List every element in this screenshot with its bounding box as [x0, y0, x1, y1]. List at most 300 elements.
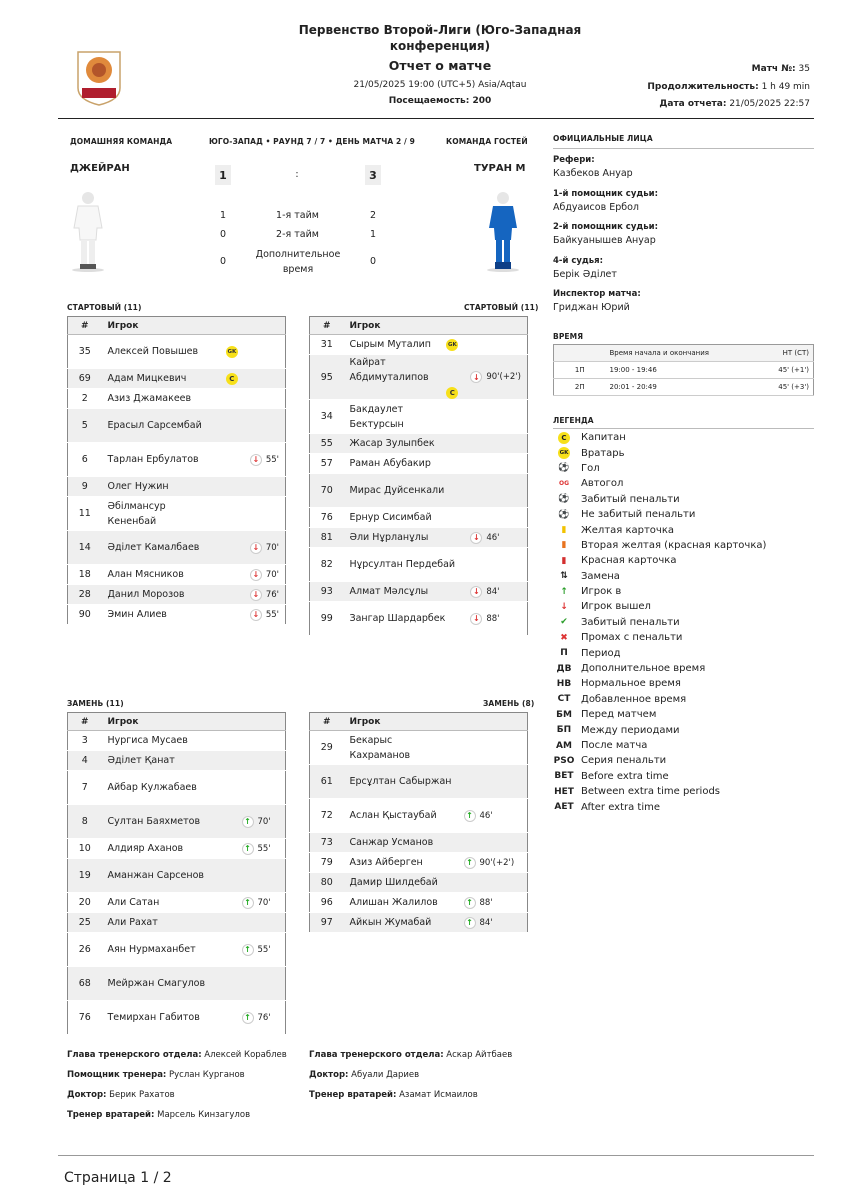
official-entry	[553, 189, 814, 223]
legend-item	[553, 630, 814, 645]
table-row	[68, 805, 286, 839]
player-event	[464, 582, 527, 602]
player-number: 19	[68, 859, 102, 893]
player-name: Аслан Қыстаубай	[349, 810, 437, 821]
staff-name: Аскар Айтбаев	[446, 1050, 513, 1060]
legend-item	[553, 722, 814, 737]
away-kit-icon	[485, 190, 521, 276]
player-number: 76	[68, 1001, 102, 1035]
event-minute: 88'	[486, 613, 500, 624]
player-cell	[102, 585, 244, 605]
col-player: Игрок	[344, 317, 465, 335]
time-period: 1П	[554, 362, 606, 379]
player-event	[236, 751, 286, 771]
player-number: 7	[68, 771, 102, 805]
event-minute: 55'	[257, 843, 271, 854]
player-cell	[102, 443, 244, 477]
player-cell	[344, 873, 458, 893]
event-minute: 55'	[257, 944, 271, 955]
player-cell	[102, 477, 244, 497]
home-staff	[67, 1050, 287, 1130]
extra-label: Дополнительное время	[255, 249, 341, 275]
legend-label: Игрок вышел	[581, 601, 651, 613]
player-name: Ернур Сисимбай	[349, 512, 432, 523]
player-event	[236, 913, 286, 933]
goalkeeper-icon: GK	[446, 339, 458, 351]
player-name: Алексей Повышев	[107, 346, 199, 357]
extra-time-abbr: ДВ	[556, 663, 572, 674]
player-event	[464, 548, 527, 582]
event-minute: 76'	[257, 1012, 271, 1023]
player-name: Зангар Шардарбек	[349, 613, 446, 624]
staff-name: Руслан Курганов	[169, 1070, 245, 1080]
table-row	[310, 833, 528, 853]
legend-item	[553, 692, 814, 707]
player-name: Аманжан Сарсенов	[107, 870, 204, 881]
player-cell	[344, 355, 465, 400]
table-row	[310, 602, 528, 636]
official-entry	[553, 256, 814, 290]
player-cell	[344, 454, 465, 474]
player-cell	[344, 833, 458, 853]
event-minute: 70'	[257, 897, 271, 908]
legend-item	[553, 599, 814, 614]
player-event	[458, 765, 528, 799]
player-cell	[344, 765, 458, 799]
player-name: Жасар Зулыпбек	[349, 438, 435, 449]
player-cell	[344, 434, 465, 454]
time-period: 2П	[554, 379, 606, 396]
player-cell	[102, 497, 244, 531]
table-row	[310, 454, 528, 474]
player-name: Әділет Камалбаев	[107, 542, 200, 553]
substitution-event	[250, 569, 279, 581]
player-name: Нұрсултан Пердебай	[349, 559, 456, 570]
event-minute: 70'	[265, 569, 279, 580]
legend-label: Нормальное время	[581, 678, 681, 690]
official-role: Рефери:	[553, 155, 595, 165]
missed-penalty-icon: ⚽	[558, 509, 570, 520]
goalkeeper-icon: GK	[558, 447, 570, 459]
legend-label: Игрок в	[581, 586, 622, 598]
player-in-icon: ↑	[242, 944, 254, 956]
time-title: ВРЕМЯ	[553, 332, 584, 341]
het-abbr: HET	[554, 786, 574, 797]
player-event	[244, 605, 286, 625]
player-event	[464, 355, 527, 400]
player-name: Сырым Муталип	[349, 339, 431, 350]
player-number: 4	[68, 751, 102, 771]
home-subs-title: ЗАМЕНЬ (11)	[67, 699, 124, 708]
time-row	[554, 362, 814, 379]
staff-entry	[309, 1090, 512, 1110]
table-row	[68, 771, 286, 805]
event-minute: 88'	[479, 897, 493, 908]
time-ht: 45' (+3')	[758, 379, 814, 396]
home-team-label: ДОМАШНЯЯ КОМАНДА	[70, 137, 173, 146]
legend-title: ЛЕГЕНДА	[553, 416, 594, 425]
legend-label: Промах с пенальти	[581, 632, 683, 644]
player-number: 95	[310, 355, 344, 400]
time-range: 19:00 - 19:46	[606, 362, 758, 379]
substitution-event	[470, 586, 499, 598]
legend-label: Добавленное время	[581, 693, 687, 705]
player-number: 69	[68, 369, 102, 389]
home-starting-table	[67, 316, 286, 625]
home-kit-icon	[70, 190, 106, 276]
report-date: Дата отчета: 21/05/2025 22:57	[659, 99, 810, 109]
time-range: 20:01 - 20:49	[606, 379, 758, 396]
table-row	[68, 839, 286, 859]
player-name: Али Сатан	[107, 897, 160, 908]
player-cell	[344, 335, 465, 355]
player-cell	[102, 893, 236, 913]
player-event	[464, 528, 527, 548]
away-staff	[309, 1050, 512, 1110]
player-cell	[344, 913, 458, 933]
player-event	[244, 409, 286, 443]
substitution-event	[250, 542, 279, 554]
legend-label: Гол	[581, 462, 600, 474]
player-cell	[102, 751, 236, 771]
col-player: Игрок	[102, 713, 236, 731]
legend-item	[553, 584, 814, 599]
player-name: Азиз Джамакеев	[107, 393, 192, 404]
period2-away: 1	[369, 229, 377, 240]
table-row	[68, 477, 286, 497]
legend-item	[553, 645, 814, 660]
staff-entry	[67, 1090, 287, 1110]
away-starting-table	[309, 316, 528, 636]
player-number: 10	[68, 839, 102, 859]
legend-label: Красная карточка	[581, 555, 677, 567]
table-row	[310, 765, 528, 799]
player-cell	[344, 799, 458, 833]
player-out-icon: ↓	[470, 613, 482, 625]
legend-item	[553, 445, 814, 460]
player-cell	[344, 474, 465, 508]
event-minute: 90'(+2')	[479, 857, 515, 868]
substitution-event	[242, 1012, 271, 1024]
substitution-event	[242, 843, 271, 855]
player-in-icon: ↑	[242, 897, 254, 909]
player-name: Дамир Шилдебай	[349, 877, 438, 888]
player-number: 31	[310, 335, 344, 355]
player-in-icon: ↑	[464, 810, 476, 822]
player-event	[236, 771, 286, 805]
player-in-icon: ↑	[560, 586, 568, 597]
legend-item	[553, 492, 814, 507]
player-cell	[102, 933, 236, 967]
player-name: Эмин Алиев	[107, 609, 167, 620]
player-number: 97	[310, 913, 344, 933]
away-team-name: ТУРАН М	[474, 163, 526, 174]
player-cell	[344, 731, 458, 765]
legend-label: Забитый пенальти	[581, 616, 680, 628]
between-periods-abbr: БП	[556, 725, 572, 736]
staff-role: Помощник тренера:	[67, 1070, 167, 1080]
col-num: #	[310, 713, 344, 731]
table-row	[68, 731, 286, 751]
period1-away: 2	[369, 210, 377, 221]
player-cell	[344, 582, 465, 602]
player-event	[244, 565, 286, 585]
legend-divider	[553, 428, 814, 429]
player-cell	[102, 409, 244, 443]
bet-abbr: BET	[554, 771, 574, 782]
player-out-icon: ↓	[250, 569, 262, 581]
player-event	[458, 853, 528, 873]
legend-label: Автогол	[581, 478, 624, 490]
player-out-icon: ↓	[470, 586, 482, 598]
player-out-icon: ↓	[250, 609, 262, 621]
legend-item	[553, 522, 814, 537]
official-role: 1-й помощник судьи:	[553, 188, 658, 199]
player-number: 18	[68, 565, 102, 585]
player-name: Азиз Айберген	[349, 857, 423, 868]
home-subs-table	[67, 712, 286, 1035]
table-row	[310, 434, 528, 454]
table-row	[68, 751, 286, 771]
report-title: Первенство Второй-Лиги (Юго-Западная конференция)	[298, 23, 582, 53]
player-cell	[102, 805, 236, 839]
player-cell	[344, 508, 465, 528]
legend-label: After extra time	[581, 801, 661, 813]
substitution-event	[464, 917, 493, 929]
player-name: Айкын Жумабай	[349, 917, 432, 928]
player-event	[464, 474, 527, 508]
event-minute: 46'	[479, 810, 493, 821]
player-number: 8	[68, 805, 102, 839]
after-match-abbr: АМ	[556, 740, 572, 751]
player-cell	[102, 531, 244, 565]
official-role: 2-й помощник судьи:	[553, 222, 658, 232]
player-name: Тарлан Ербулатов	[107, 454, 199, 465]
player-cell	[102, 839, 236, 859]
table-row	[310, 355, 528, 400]
player-number: 81	[310, 528, 344, 548]
legend-label: После матча	[581, 740, 648, 751]
legend-item	[553, 676, 814, 691]
staff-role: Тренер вратарей:	[67, 1110, 155, 1120]
league-logo	[74, 50, 124, 106]
legend-label: Желтая карточка	[581, 524, 674, 536]
legend-item	[553, 569, 814, 584]
player-in-icon: ↑	[242, 1012, 254, 1024]
official-role: 4-й судья:	[553, 255, 604, 266]
player-cell	[102, 335, 244, 369]
header-divider	[58, 118, 814, 119]
player-number: 96	[310, 893, 344, 913]
player-event	[464, 602, 527, 636]
match-duration: Продолжительность: 1 h 49 min	[647, 82, 810, 92]
officials-divider	[553, 148, 814, 149]
player-event	[244, 389, 286, 409]
player-event	[244, 497, 286, 531]
player-event	[244, 477, 286, 497]
table-row	[68, 409, 286, 443]
player-out-icon: ↓	[470, 371, 482, 383]
player-cell	[102, 369, 244, 389]
second-yellow-icon: ▮	[561, 540, 567, 551]
goal-icon: ⚽	[558, 463, 570, 474]
player-cell	[102, 389, 244, 409]
staff-name: Азамат Исмаилов	[399, 1090, 478, 1100]
red-card-icon: ▮	[561, 555, 567, 566]
player-name: Әділет Қанат	[107, 755, 175, 766]
col-player: Игрок	[102, 317, 244, 335]
legend-item	[553, 707, 814, 722]
official-name: Казбеков Ануар	[553, 168, 633, 179]
player-name: Кайрат Абдимуталипов	[349, 357, 429, 383]
player-event	[244, 531, 286, 565]
table-row	[68, 497, 286, 531]
table-row	[310, 853, 528, 873]
event-minute: 84'	[479, 917, 493, 928]
aet-abbr: AET	[554, 802, 574, 813]
col-num: #	[310, 317, 344, 335]
table-row	[310, 582, 528, 602]
player-in-icon: ↑	[464, 857, 476, 869]
player-cell	[344, 528, 465, 548]
extra-home: 0	[219, 256, 227, 267]
table-row	[310, 528, 528, 548]
penalty-shootout-abbr: PSO	[553, 755, 575, 766]
player-cell	[102, 565, 244, 585]
official-name: Гриджан Юрий	[553, 302, 630, 313]
player-name: Али Рахат	[107, 917, 158, 928]
player-number: 72	[310, 799, 344, 833]
player-event	[458, 833, 528, 853]
player-name: Алан Мясников	[107, 569, 184, 580]
table-row	[310, 508, 528, 528]
legend-label: Перед матчем	[581, 709, 657, 721]
event-minute: 55'	[265, 609, 279, 620]
staff-entry	[309, 1050, 512, 1070]
table-row	[310, 913, 528, 933]
player-out-icon: ↓	[470, 532, 482, 544]
legend-label: Период	[581, 647, 621, 659]
staff-role: Тренер вратарей:	[309, 1090, 397, 1100]
col-num: #	[68, 317, 102, 335]
player-in-icon: ↑	[464, 917, 476, 929]
player-event	[244, 443, 286, 477]
before-match-abbr: БМ	[556, 709, 572, 720]
player-name: Санжар Усманов	[349, 837, 434, 848]
captain-icon: C	[226, 373, 238, 385]
player-event	[458, 799, 528, 833]
table-row	[68, 335, 286, 369]
player-name: Олег Нужин	[107, 481, 169, 492]
staff-name: Марсель Кинзагулов	[157, 1110, 251, 1120]
legend-item	[553, 784, 814, 799]
player-number: 68	[68, 967, 102, 1001]
player-event	[464, 400, 527, 434]
substitution-event	[464, 897, 493, 909]
player-number: 20	[68, 893, 102, 913]
player-event	[236, 893, 286, 913]
player-number: 79	[310, 853, 344, 873]
player-number: 29	[310, 731, 344, 765]
table-row	[68, 1001, 286, 1035]
player-name: Темирхан Габитов	[107, 1012, 200, 1023]
player-event	[458, 873, 528, 893]
official-entry	[553, 222, 814, 256]
time-table	[553, 344, 814, 396]
player-event	[464, 434, 527, 454]
player-in-icon: ↑	[464, 897, 476, 909]
player-cell	[344, 400, 465, 434]
player-in-icon: ↑	[242, 843, 254, 855]
legend-label: Вторая желтая (красная карточка)	[581, 539, 767, 551]
player-name: Әли Нұрланұлы	[349, 532, 429, 543]
report-subtitle: Отчет о матче	[388, 58, 492, 73]
legend-list	[553, 430, 814, 815]
substitution-event	[464, 857, 515, 869]
substitution-icon: ⇅	[560, 571, 568, 582]
table-row	[68, 585, 286, 605]
legend-label: Между периодами	[581, 724, 680, 736]
col-num: #	[68, 713, 102, 731]
player-name: Аян Нурмаханбет	[107, 944, 196, 955]
period2-home: 0	[219, 229, 227, 240]
table-row	[310, 548, 528, 582]
player-number: 90	[68, 605, 102, 625]
player-event	[236, 933, 286, 967]
period2-label: 2-я тайм	[276, 229, 319, 240]
player-number: 80	[310, 873, 344, 893]
legend-item	[553, 538, 814, 553]
table-row	[68, 531, 286, 565]
normal-time-abbr: НВ	[556, 678, 572, 689]
player-name: Бекарыс Кахраманов	[349, 734, 411, 761]
player-cell	[344, 893, 458, 913]
player-name: Мейржан Смагулов	[107, 978, 206, 989]
player-cell	[344, 602, 465, 636]
legend-label: Забитый пенальти	[581, 493, 680, 505]
substitution-event	[250, 589, 279, 601]
player-number: 61	[310, 765, 344, 799]
legend-label: Серия пенальти	[581, 755, 667, 767]
official-name: Абдуаисов Ербол	[553, 201, 639, 213]
staff-entry	[67, 1070, 287, 1090]
player-number: 9	[68, 477, 102, 497]
own-goal-icon: OG	[558, 480, 570, 488]
official-name: Берік Әділет	[553, 268, 617, 280]
official-name: Байкуанышев Ануар	[553, 235, 656, 246]
player-cell	[102, 1001, 236, 1035]
player-event	[464, 508, 527, 528]
substitution-event	[464, 810, 493, 822]
player-cell	[102, 859, 236, 893]
table-row	[68, 565, 286, 585]
player-name: Айбар Кулжабаев	[107, 782, 197, 793]
period1-label: 1-я тайм	[276, 210, 319, 221]
substitution-event	[242, 816, 271, 828]
penalty-scored-icon: ✔	[560, 617, 568, 628]
staff-entry	[67, 1110, 287, 1130]
table-row	[68, 967, 286, 1001]
legend-item	[553, 661, 814, 676]
captain-icon: C	[446, 387, 458, 399]
staff-name: Алексей Кораблев	[204, 1050, 287, 1060]
official-entry	[553, 289, 814, 323]
player-name: Мирас Дуйсенкали	[349, 485, 445, 496]
home-starting-title: СТАРТОВЫЙ (11)	[67, 303, 142, 312]
player-event	[458, 731, 528, 765]
player-number: 70	[310, 474, 344, 508]
table-row	[310, 731, 528, 765]
